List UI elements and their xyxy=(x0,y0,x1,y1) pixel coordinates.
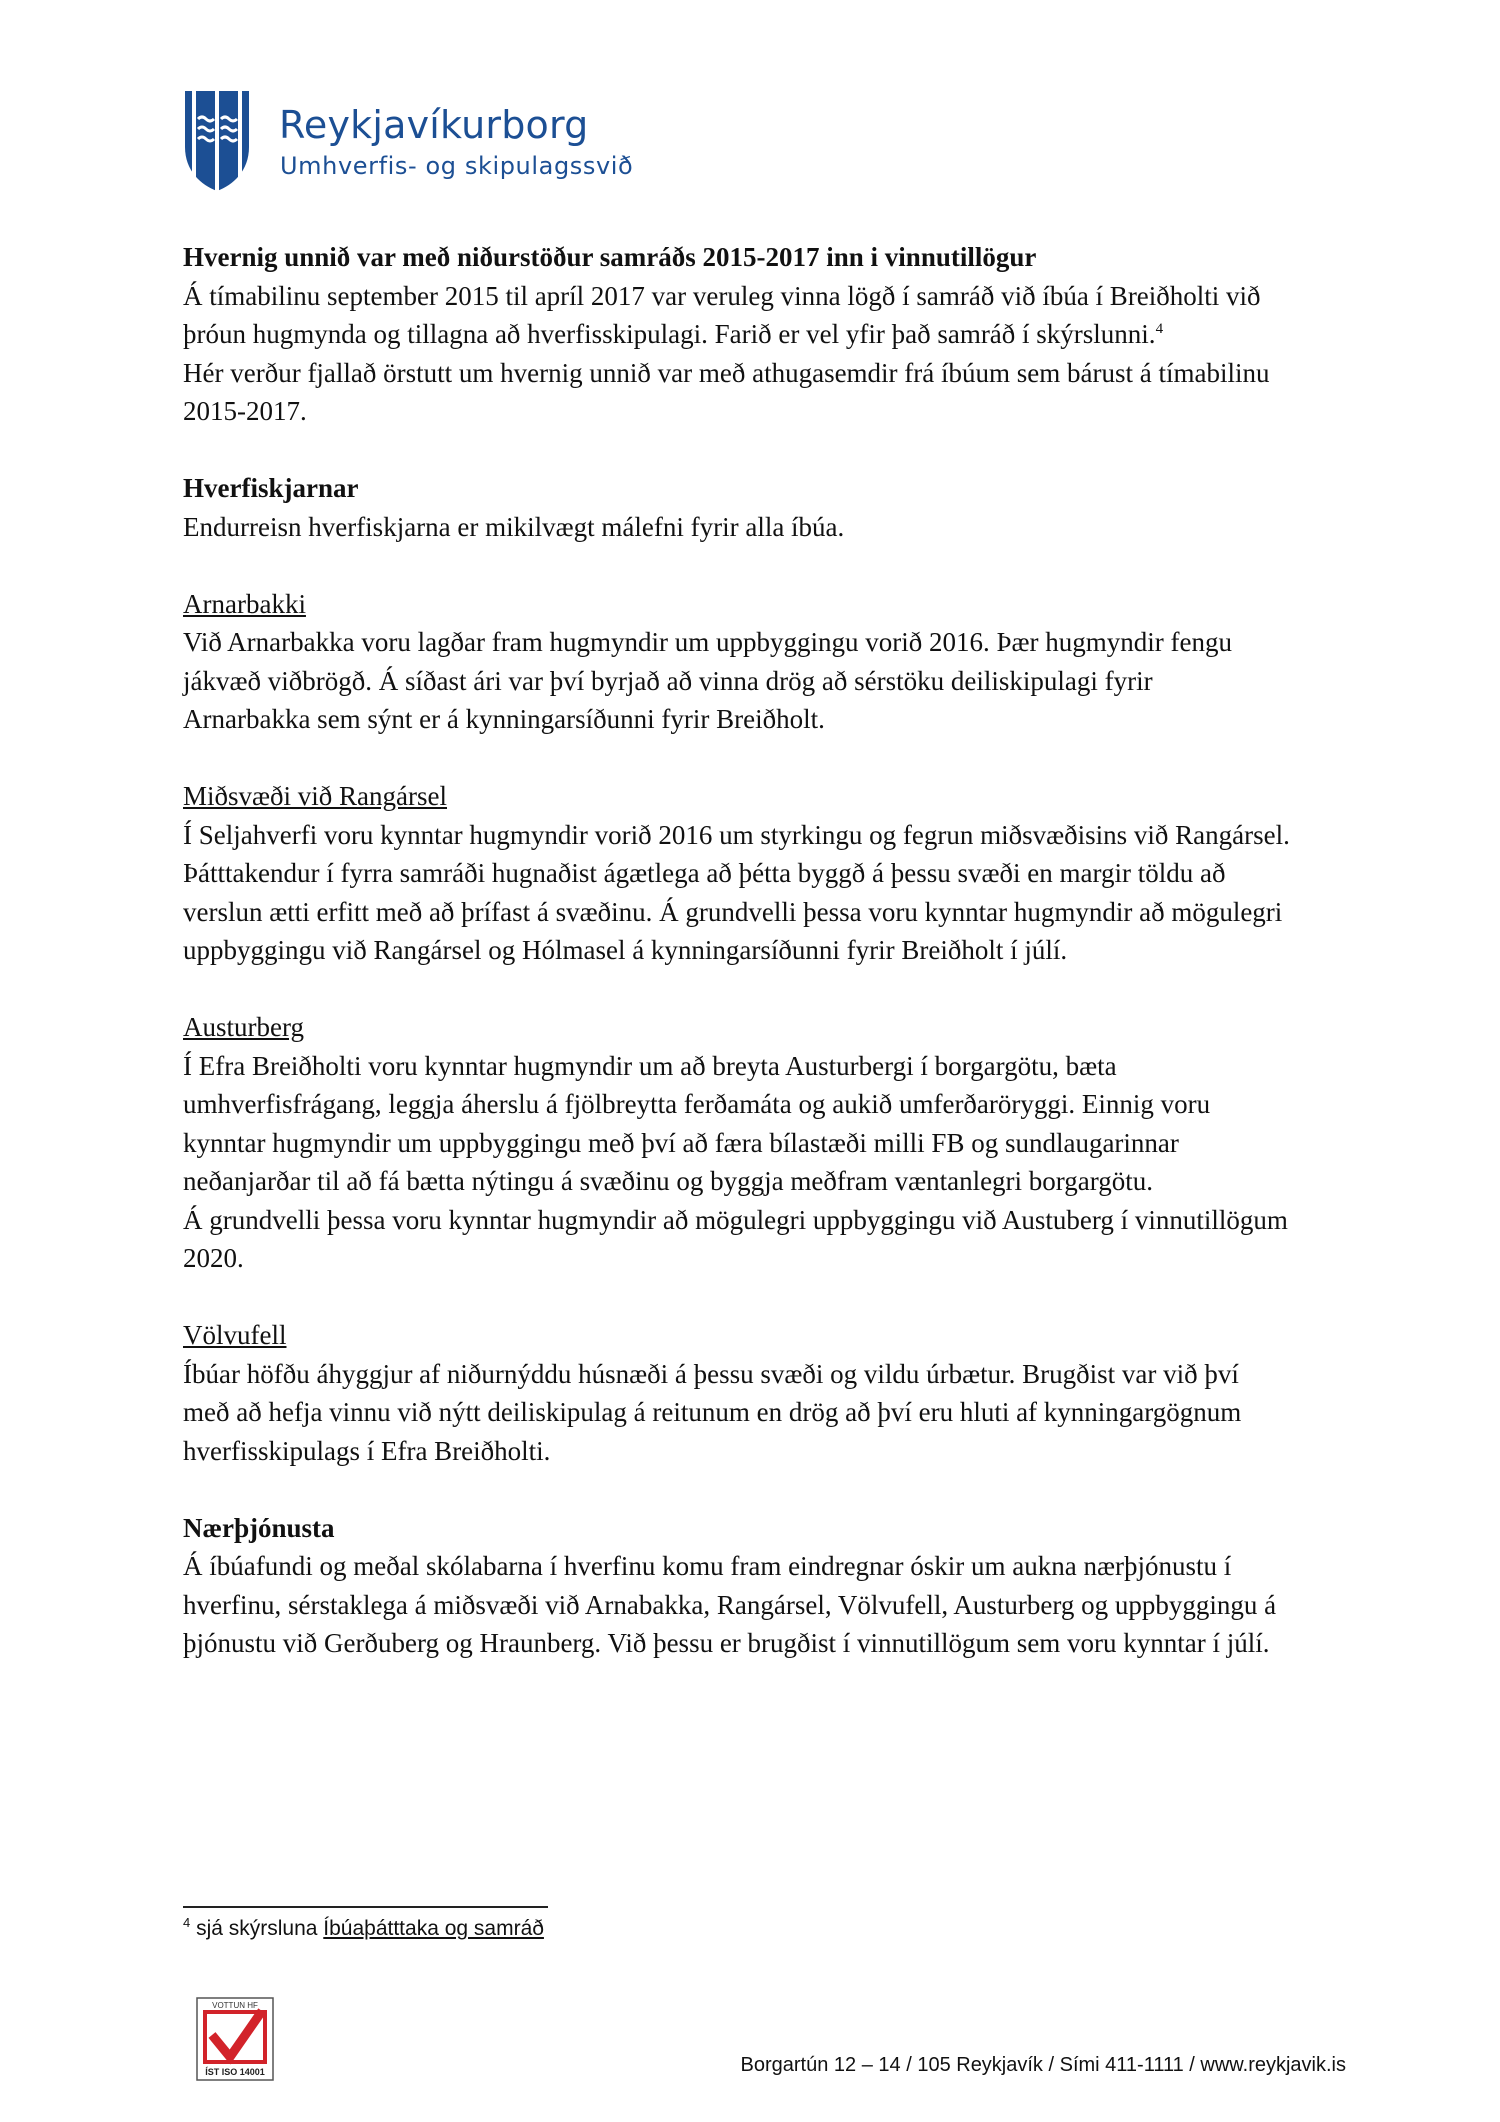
cert-bottom-text: ÍST ISO 14001 xyxy=(205,2067,265,2077)
intro-line: Hér verður fjallað örstutt um hvernig unnið var með athugasemdir frá íbúum sem bárust á tímabilinu xyxy=(183,357,1270,388)
footer-address: Borgartún 12 – 14 / 105 Reykjavík / Sími 411-1111 / www.reykjavik.is xyxy=(740,2054,1346,2076)
paragraph-line: þjónustu við Gerðuberg og Hraunberg. Við þessu er brugðist í vinnutillögum sem voru kynntar í júlí. xyxy=(183,1628,1270,1658)
paragraph-line: Endurreisn hverfiskjarna er mikilvægt málefni fyrir alla íbúa. xyxy=(183,511,845,542)
reykjavik-logo xyxy=(183,89,643,199)
department-name: Umhverfis- og skipulagssvið xyxy=(280,152,634,180)
intro-line: Á tímabilinu september 2015 til apríl 2017 var veruleg vinna lögð í samráð við íbúa í Breiðholti við xyxy=(183,280,1261,311)
intro-paragraph xyxy=(183,277,1343,431)
paragraph-line: Við Arnarbakka voru lagðar fram hugmyndir um uppbyggingu vorið 2016. Þær hugmyndir fengu xyxy=(183,627,1232,657)
paragraph-line: jákvæð viðbrögð. Á síðast ári var því byrjað að vinna drög að sérstöku deiliskipulagi fyrir xyxy=(183,665,1153,696)
paragraph-line: neðanjarðar til að fá bætta nýtingu á svæðinu og byggja meðfram væntanlegri borgargötu. xyxy=(183,1166,1154,1196)
cert-top-text: VOTTUN HF xyxy=(212,2001,258,2010)
footnote-text: sjá skýrsluna xyxy=(190,1917,324,1940)
intro-section xyxy=(183,238,1343,431)
paragraph-line: verslun ætti erfitt með að þrífast á svæðinu. Á grundvelli þessa voru kynntar hugmyndir að mögulegri xyxy=(183,896,1283,927)
footnote-link[interactable]: Íbúaþátttaka og samráð xyxy=(323,1917,544,1940)
arnarbakki-section xyxy=(183,585,1343,739)
paragraph-line: Í Efra Breiðholti voru kynntar hugmyndir um að breyta Austurbergi í borgargötu, bæta xyxy=(183,1050,1117,1081)
subsection-heading: Miðsvæði við Rangársel xyxy=(183,781,447,811)
paragraph-line: Í Seljahverfi voru kynntar hugmyndir vorið 2016 um styrkingu og fegrun miðsvæðisins við Rangársel. xyxy=(183,819,1290,850)
section-heading: Hverfiskjarnar xyxy=(183,473,359,503)
subsection-heading: Arnarbakki xyxy=(183,588,306,619)
volvufell-section xyxy=(183,1316,1343,1470)
paragraph-line: umhverfisfrágang, leggja áherslu á fjölbreytta ferðamáta og aukið umferðaröryggi. Einnig voru xyxy=(183,1089,1211,1119)
footnote-number: 4 xyxy=(183,1915,191,1930)
paragraph-line: Arnarbakka sem sýnt er á kynningarsíðunni fyrir Breiðholt. xyxy=(183,704,825,734)
footnote xyxy=(183,1917,544,1941)
hverfiskjarnar-section xyxy=(183,469,1343,546)
reykjavik-shield-icon xyxy=(183,89,251,193)
paragraph-line: Þátttakendur í fyrra samráði hugnaðist ágætlega að þétta byggð á þessu svæði en margir töldu að xyxy=(183,858,1226,888)
paragraph-line: Íbúar höfðu áhyggjur af niðurnýddu húsnæði á þessu svæði og vildu úrbætur. Brugðist var við því xyxy=(183,1358,1239,1389)
intro-line-with-footnote xyxy=(183,315,1343,354)
naerthjonusta-section xyxy=(183,1509,1343,1663)
paragraph-line: hverfisskipulags í Efra Breiðholti. xyxy=(183,1435,551,1466)
iso-certification-icon xyxy=(196,1997,274,2081)
subsection-heading: Völvufell xyxy=(183,1320,287,1350)
paragraph-line: kynntar hugmyndir um uppbyggingu með því að færa bílastæði milli FB og sundlaugarinnar xyxy=(183,1127,1179,1158)
document-body xyxy=(183,238,1343,1663)
austurberg-section xyxy=(183,1008,1343,1278)
footnote-separator xyxy=(183,1906,548,1908)
section-heading: Nærþjónusta xyxy=(183,1512,335,1543)
paragraph-line: hverfinu, sérstaklega á miðsvæði við Arnabakka, Rangársel, Völvufell, Austurberg og uppbyggingu á xyxy=(183,1589,1277,1620)
paragraph-line: 2020. xyxy=(183,1243,244,1273)
subsection-heading: Austurberg xyxy=(183,1012,304,1042)
paragraph-line: Á grundvelli þessa voru kynntar hugmyndir að mögulegri uppbyggingu við Austuberg í vinnutillögum xyxy=(183,1204,1288,1235)
org-name: Reykjavíkurborg xyxy=(279,103,589,147)
paragraph-line: uppbyggingu við Rangársel og Hólmasel á kynningarsíðunni fyrir Breiðholt í júlí. xyxy=(183,935,1068,965)
intro-title: Hvernig unnið var með niðurstöður samráðs 2015-2017 inn i vinnutillögur xyxy=(183,242,1037,272)
midsvaedi-section xyxy=(183,777,1343,970)
footnote-reference: 4 xyxy=(1155,321,1164,337)
paragraph-line: með að hefja vinnu við nýtt deiliskipulag á reitunum en drög að því eru hluti af kynningargögnum xyxy=(183,1397,1242,1427)
intro-line-text: þróun hugmynda og tillagna að hverfisskipulagi. Farið er vel yfir það samráð í skýrslunni. xyxy=(183,319,1156,349)
paragraph-line: Á íbúafundi og meðal skólabarna í hverfinu komu fram eindregnar óskir um aukna nærþjónustu í xyxy=(183,1551,1232,1581)
intro-line: 2015-2017. xyxy=(183,396,307,426)
